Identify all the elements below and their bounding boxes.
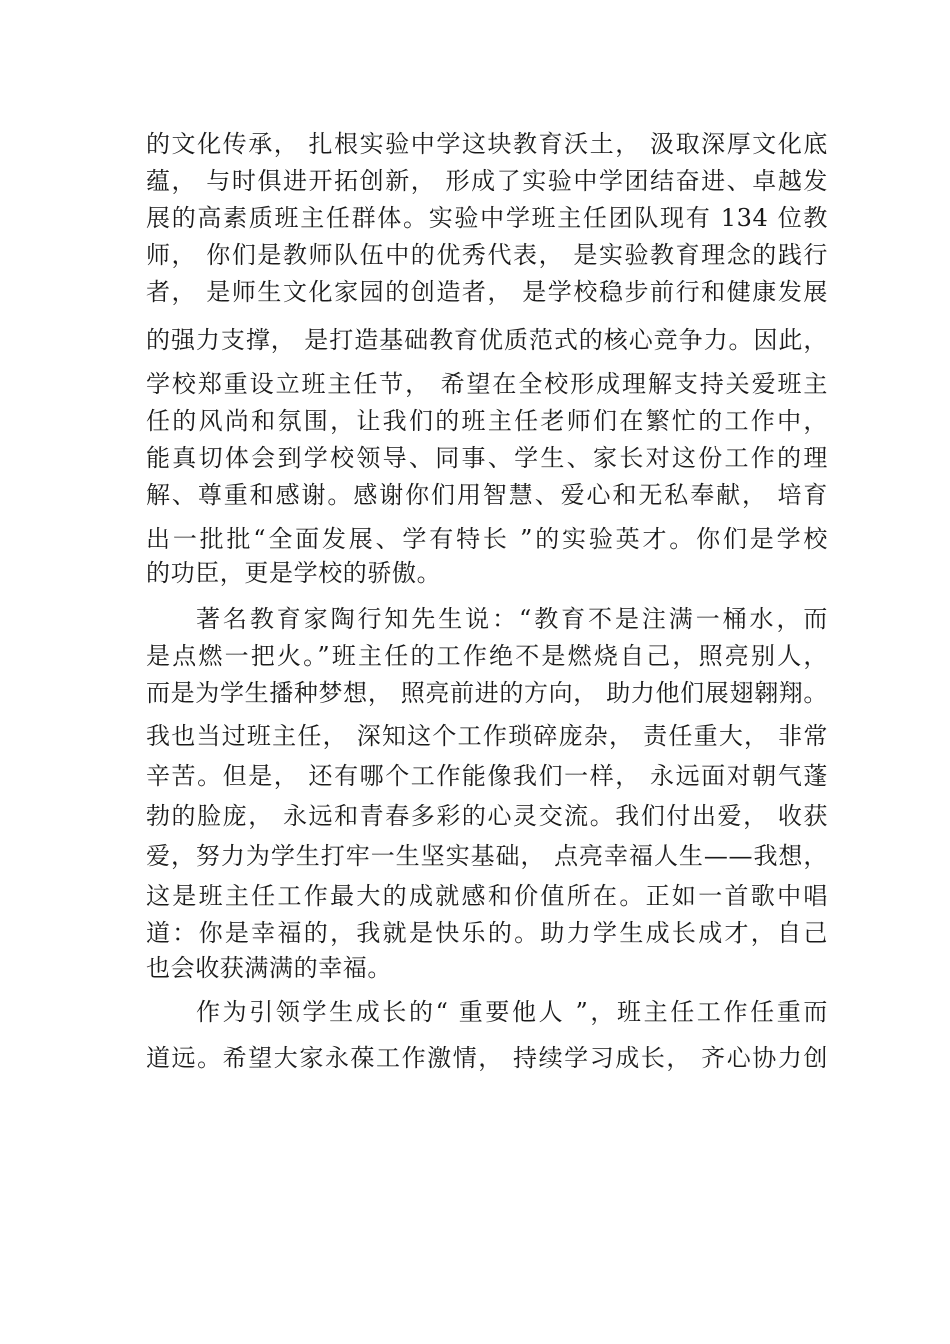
text-line: 道：你是幸福的，我就是快乐的。助力学生成长成才，自己 (146, 919, 828, 947)
text-line: 的功臣，更是学校的骄傲。 (146, 559, 442, 587)
text-line: 能真切体会到学校领导、同事、学生、家长对这份工作的理 (146, 444, 828, 472)
text-line: 是点燃一把火。”班主任的工作绝不是燃烧自己，照亮别人， (146, 642, 828, 670)
text-line: 著名教育家陶行知先生说：“教育不是注满一桶水，而 (196, 605, 828, 633)
text-line: 而是为学生播种梦想， 照亮前进的方向， 助力他们展翅翱翔。 (146, 679, 828, 707)
text-line: 展的高素质班主任群体。实验中学班主任团队现有 134 位教 (146, 204, 828, 232)
text-line: 解、尊重和感谢。感谢你们用智慧、爱心和无私奉献， 培育 (146, 481, 828, 509)
text-line: 辛苦。但是， 还有哪个工作能像我们一样， 永远面对朝气蓬 (146, 762, 828, 790)
text-line: 勃的脸庞， 永远和青春多彩的心灵交流。我们付出爱， 收获 (146, 802, 828, 830)
text-line: 师， 你们是教师队伍中的优秀代表， 是实验教育理念的践行 (146, 241, 828, 269)
text-line: 任的风尚和氛围，让我们的班主任老师们在繁忙的工作中， (146, 407, 828, 435)
text-line: 的强力支撑， 是打造基础教育优质范式的核心竞争力。因此， (146, 326, 828, 354)
text-line: 者， 是师生文化家园的创造者， 是学校稳步前行和健康发展 (146, 278, 828, 306)
text-line: 出一批批“全面发展、学有特长 ”的实验英才。你们是学校 (146, 525, 828, 553)
text-line: 这是班主任工作最大的成就感和价值所在。正如一首歌中唱 (146, 882, 828, 910)
text-line: 我也当过班主任， 深知这个工作琐碎庞杂， 责任重大， 非常 (146, 722, 828, 750)
text-line: 爱，努力为学生打牢一生坚实基础， 点亮幸福人生——我想， (146, 842, 828, 870)
text-line: 蕴， 与时俱进开拓创新， 形成了实验中学团结奋进、卓越发 (146, 167, 828, 195)
text-line: 也会收获满满的幸福。 (146, 954, 392, 982)
text-line: 道远。希望大家永葆工作激情， 持续学习成长， 齐心协力创 (146, 1044, 828, 1072)
text-line: 作为引领学生成长的“ 重要他人 ”，班主任工作任重而 (196, 998, 828, 1026)
text-line: 学校郑重设立班主任节， 希望在全校形成理解支持关爱班主 (146, 370, 828, 398)
text-line: 的文化传承， 扎根实验中学这块教育沃土， 汲取深厚文化底 (146, 130, 828, 158)
